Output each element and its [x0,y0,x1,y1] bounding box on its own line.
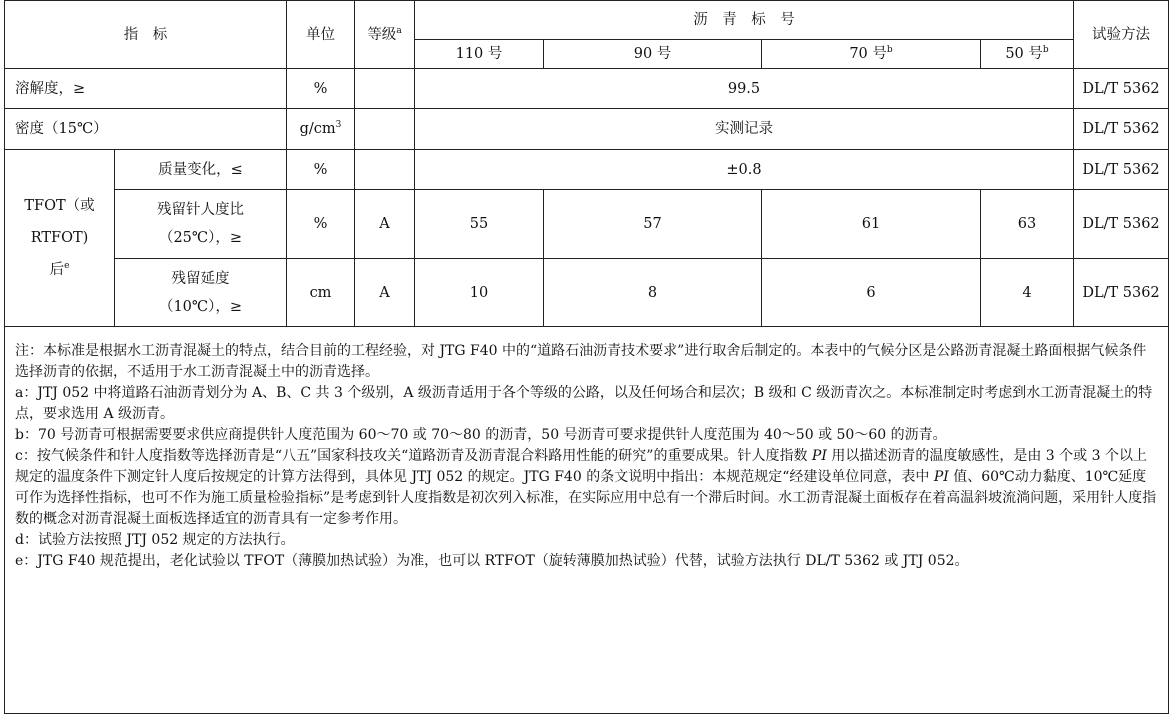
row-mass-change [5,150,1169,190]
density-unit: $g/cm^3$ [287,109,355,150]
notes-block [5,327,1169,714]
tfot-group-label: TFOT（或 RTFOT) 后$^e$ [5,150,115,327]
header-unit: 单位 [287,1,355,69]
note-main: 注：本标准是根据水工沥青混凝土的特点，结合目前的工程经验，对 JTG F40 中的“道路石油沥青技术要求”进行取舍后制定的。本表中的气候分区是公路沥青混凝土路面根据气候条件选择沥青的依据，不适用于水工沥青混凝土中的沥青选择。 [15,343,1147,380]
note-d: d：试验方法按照 JTJ 052 规定的方法执行。 [15,532,295,548]
density-grade [355,109,415,150]
mass-change-label: 质量变化，≤ [115,150,287,190]
grade-50: 50 号$^b$ [981,40,1074,69]
mass-change-unit: % [287,150,355,190]
header-row-1 [5,1,1169,40]
mass-change-value: ±0.8 [415,150,1074,190]
row-density [5,109,1169,150]
ductility-unit: cm [287,259,355,327]
penetration-ratio-label: 残留针人度比 （25℃），≥ [115,190,287,259]
row-solubility [5,69,1169,109]
penetration-ratio-50: 63 [981,190,1074,259]
ductility-50: 4 [981,259,1074,327]
solubility-unit: % [287,69,355,109]
ductility-grade: A [355,259,415,327]
density-method: DL/T 5362 [1074,109,1169,150]
ductility-70: 6 [762,259,981,327]
note-e: e：JTG F40 规范提出，老化试验以 TFOT（薄膜加热试验）为准，也可以 RTFOT（旋转薄膜加热试验）代替，试验方法执行 DL/T 5362 或 JTJ 052。 [15,553,969,569]
density-value: 实测记录 [415,109,1074,150]
ductility-method: DL/T 5362 [1074,259,1169,327]
ductility-90: 8 [544,259,762,327]
penetration-ratio-70: 61 [762,190,981,259]
penetration-ratio-unit: % [287,190,355,259]
asphalt-spec-table [4,0,1169,714]
ductility-label: 残留延度 （10℃），≥ [115,259,287,327]
ductility-110: 10 [415,259,544,327]
header-asphalt-grade: 沥 青 标 号 [415,1,1074,40]
solubility-method: DL/T 5362 [1074,69,1169,109]
penetration-ratio-90: 57 [544,190,762,259]
grade-110: 110 号 [415,40,544,69]
note-a: a：JTJ 052 中将道路石油沥青划分为 A、B、C 共 3 个级别，A 级沥青适用于各个等级的公路，以及任何场合和层次；B 级和 C 级沥青次之。本标准制定时考虑到水工沥青混凝土的特点，要求选用 A 级沥青。 [15,385,1153,422]
grade-90: 90 号 [544,40,762,69]
note-b: b：70 号沥青可根据需要要求供应商提供针人度范围为 60～70 或 70～80 的沥青，50 号沥青可要求提供针人度范围为 40～50 或 50～60 的沥青。 [15,427,947,443]
density-label: 密度（15℃） [5,109,287,150]
row-penetration-ratio [5,190,1169,259]
solubility-value: 99.5 [415,69,1074,109]
penetration-ratio-grade: A [355,190,415,259]
header-grade: 等级$^a$ [355,1,415,69]
header-test-method: 试验方法 [1074,1,1169,69]
row-notes [5,327,1169,714]
penetration-ratio-method: DL/T 5362 [1074,190,1169,259]
header-indicator: 指 标 [5,1,287,69]
grade-70: 70 号$^b$ [762,40,981,69]
solubility-label: 溶解度，≥ [5,69,287,109]
mass-change-grade [355,150,415,190]
mass-change-method: DL/T 5362 [1074,150,1169,190]
note-c: c：按气候条件和针人度指数等选择沥青是“八五”国家科技攻关“道路沥青及沥青混合料路用性能的研究”的重要成果。针人度指数 PI 用以描述沥青的温度敏感性，是由 3 个或 3 个以上规定的温度条件下测定针人度后按规定的计算方法得到，具体见 JTJ 052 的规定。JTG F40 的条文说明中指出：本规范规定“经建设单位同意，表中 PI 值、60℃动力黏度、10℃延度可作为选择性指标，也可不作为施工质量检验指标”是考虑到针人度指数是初次列入标准，在实际应用中总有一个滞后时间。水工沥青混凝土面板存在着高温斜坡流淌问题，采用针人度指数的概念对沥青混凝土面板选择适宜的沥青具有一定参考作用。 [15,448,1157,527]
penetration-ratio-110: 55 [415,190,544,259]
row-ductility [5,259,1169,327]
solubility-grade [355,69,415,109]
spec-table-page [4,0,1168,714]
